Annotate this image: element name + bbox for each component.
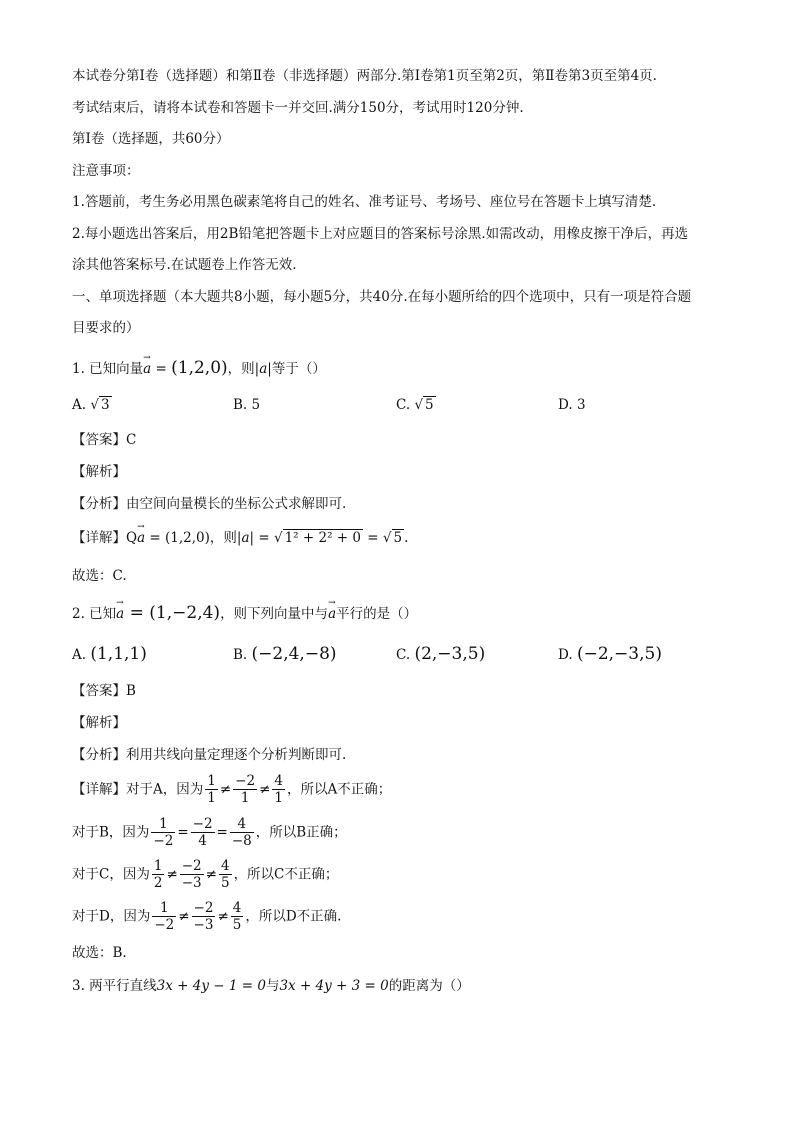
q2-c-frac-1: $\frac{1}{2}$ [153,858,163,891]
q1-magnitude: |a| [254,361,272,377]
q2-b-frac-3: $\frac{4}{-8}$ [231,816,252,849]
q1-option-a-value: √ 3 [90,397,110,413]
q2-a-op-1: ≠ [219,781,232,798]
q2-choose: 故选：B. [72,945,127,961]
q2-option-d-value: (−2,−3,5) [576,644,662,664]
q1-option-c-label: C. [396,397,411,413]
q1-middle: ，则 [227,361,255,377]
q1-choose: 故选：C. [72,568,127,584]
q1-xiangjie-equals-2: = [362,530,383,546]
q1-xiangjie-sqrt: √ 1² + 2² + 0 [273,530,361,546]
q2-option-a-label: A. [72,647,87,663]
q1-option-d-value: 3 [576,397,586,413]
q2-option-c [396,643,485,666]
q2-fenxi-text: 利用共线向量定理逐个分析判断即可. [126,747,347,763]
q2-a-prefix: 对于A，因为 [126,781,204,798]
q2-c-frac-2: $\frac{-2}{-3}$ [181,858,202,891]
q1-xiangjie-result-radicand: 5 [393,530,403,546]
q2-option-c-label: C. [396,647,411,663]
q2-answer-tag: 【答案】 [72,683,126,699]
q2-xiangjie-a [72,772,391,807]
q2-vector-value: = (1,−2,4) [124,603,221,623]
q1-option-a-label: A. [72,397,87,413]
q2-a-suffix: ，所以A不正确； [286,781,392,798]
q1-xiangjie-middle: ，则 [209,530,237,546]
q2-fenxi [72,745,346,765]
q2-a-frac-1: $\frac{1}{1}$ [207,773,216,806]
q1-fenxi [72,494,346,514]
intro-paper-structure: 本试卷分第Ⅰ卷（选择题）和第Ⅱ卷（非选择题）两部分.第Ⅰ卷第1页至第2页，第Ⅱ卷第3页至第4页. [72,68,657,84]
q3-middle: 与 [265,978,280,994]
q2-option-d [558,643,662,666]
q3-line-2-equation: 3x + 4y + 3 = 0 [279,978,389,994]
q2-b-frac-1: $\frac{1}{-2}$ [153,816,174,849]
q2-a-frac-2: $\frac{-2}{1}$ [235,773,256,806]
q1-option-a-radicand: 3 [100,397,110,413]
q1-option-a [72,394,112,416]
q1-option-c [396,394,436,416]
q1-vector-value: (1,2,0) [171,358,228,378]
q2-option-c-value: (2,−3,5) [414,644,486,664]
q1-option-c-value: √ 5 [414,397,434,413]
q2-option-a-value: (1,1,1) [90,644,147,664]
note-1: 1.答题前，考生务必用黑色碳素笔将自己的姓名、准考证号、考场号、座位号在答题卡上填写清楚. [72,194,657,210]
q2-xiangjie-c [72,857,338,892]
q1-suffix: 等于（） [271,361,326,377]
section-heading-line-1: 一、单项选择题（本大题共8小题，每小题5分，共40分.在每小题所给的四个选项中，只有一项是符合题 [72,289,692,305]
q2-prefix: 2. 已知 [72,606,117,622]
q2-vector-a-2: → a [328,604,336,624]
q1-stem [72,358,326,379]
q1-xiangjie [72,528,408,548]
q2-c-prefix: 对于C，因为 [72,866,150,883]
q2-a-op-2: ≠ [259,781,271,798]
q1-xiangjie-vector: → a [137,528,145,548]
q1-xiangjie-equals: = [254,530,274,546]
q1-analysis-tag: 【解析】 [72,464,126,480]
q3-prefix: 3. 两平行直线 [72,978,157,994]
q2-fenxi-tag: 【分析】 [72,747,126,763]
q1-xiangjie-radicand: 1² + 2² + 0 [284,530,361,546]
q1-prefix: 1. 已知向量 [72,361,144,377]
q2-c-op-2: ≠ [205,866,217,883]
q2-c-op-1: ≠ [166,866,178,883]
q2-xiangjie-d [72,899,341,934]
q2-c-suffix: ，所以C不正确； [233,866,339,883]
intro-exam-rules: 考试结束后，请将本试卷和答题卡一并交回.满分150分，考试用时120分钟. [72,100,524,116]
q2-vector-a: → a [116,604,124,624]
q2-b-op-1: = [177,824,189,841]
q2-b-op-2: = [216,824,228,841]
q2-option-b-label: B. [233,647,248,663]
q2-d-suffix: ，所以D不正确. [245,908,342,925]
q2-a-frac-3: $\frac{4}{1}$ [274,773,283,806]
q1-fenxi-text: 由空间向量模长的坐标公式求解即可. [126,496,347,512]
q1-option-d [558,394,586,416]
q2-d-op-1: ≠ [178,908,190,925]
q3-stem [72,976,470,996]
q1-fenxi-tag: 【分析】 [72,496,126,512]
note-2-line-1: 2.每小题选出答案后，用2B铅笔把答题卡上对应题目的答案标号涂黑.如需改动，用橡皮擦干净后，再选 [72,226,689,242]
q2-d-op-2: ≠ [217,908,229,925]
q1-xiangjie-because: Q [126,530,138,546]
q1-answer [72,430,136,450]
q3-line-1-equation: 3x + 4y − 1 = 0 [156,978,266,994]
q1-xiangjie-magnitude: |a| [236,530,255,546]
note-2-line-2: 涂其他答案标号.在试题卷上作答无效. [72,257,297,273]
q2-xiangjie-tag: 【详解】 [72,781,126,798]
q1-answer-tag: 【答案】 [72,432,126,448]
q2-d-frac-1: $\frac{1}{-2}$ [154,900,175,933]
q1-equals: = [151,361,172,377]
q2-b-prefix: 对于B，因为 [72,824,150,841]
q1-vector-a: → a [143,359,151,379]
q2-analysis-tag: 【解析】 [72,715,126,731]
q1-option-b [233,394,260,416]
q2-xiangjie-b [72,815,347,850]
q2-option-a [72,643,147,666]
q2-d-frac-3: $\frac{4}{5}$ [232,900,242,933]
q1-options [72,394,732,416]
q3-suffix: 的距离为（） [388,978,470,994]
q1-option-d-label: D. [558,397,573,413]
q1-xiangjie-result: √ 5 [382,530,403,546]
q1-xiangjie-end: . [404,530,409,546]
q2-d-prefix: 对于D，因为 [72,908,151,925]
q1-xiangjie-value: = (1,2,0) [145,530,210,546]
q2-d-frac-2: $\frac{-2}{-3}$ [193,900,214,933]
q2-stem [72,603,417,624]
part-one-heading: 第Ⅰ卷（选择题，共60分） [72,131,230,147]
q2-option-d-label: D. [558,647,573,663]
q2-c-frac-3: $\frac{4}{5}$ [220,858,230,891]
section-heading-line-2: 目要求的） [72,320,140,336]
q1-xiangjie-tag: 【详解】 [72,530,126,546]
q2-answer [72,681,136,701]
q1-option-c-radicand: 5 [425,397,434,413]
q2-suffix: 平行的是（） [336,606,418,622]
q2-b-frac-2: $\frac{-2}{4}$ [192,816,213,849]
q2-option-b-value: (−2,4,−8) [251,644,337,664]
q2-options [72,643,732,665]
q1-option-b-label: B. [233,397,248,413]
q2-answer-value: B [126,683,136,699]
q2-middle: ，则下列向量中与 [220,606,329,622]
q2-b-suffix: ，所以B正确； [255,824,347,841]
notes-heading: 注意事项： [72,163,140,179]
q2-option-b [233,643,337,666]
q1-option-b-value: 5 [251,397,261,413]
q1-answer-value: C [126,432,137,448]
